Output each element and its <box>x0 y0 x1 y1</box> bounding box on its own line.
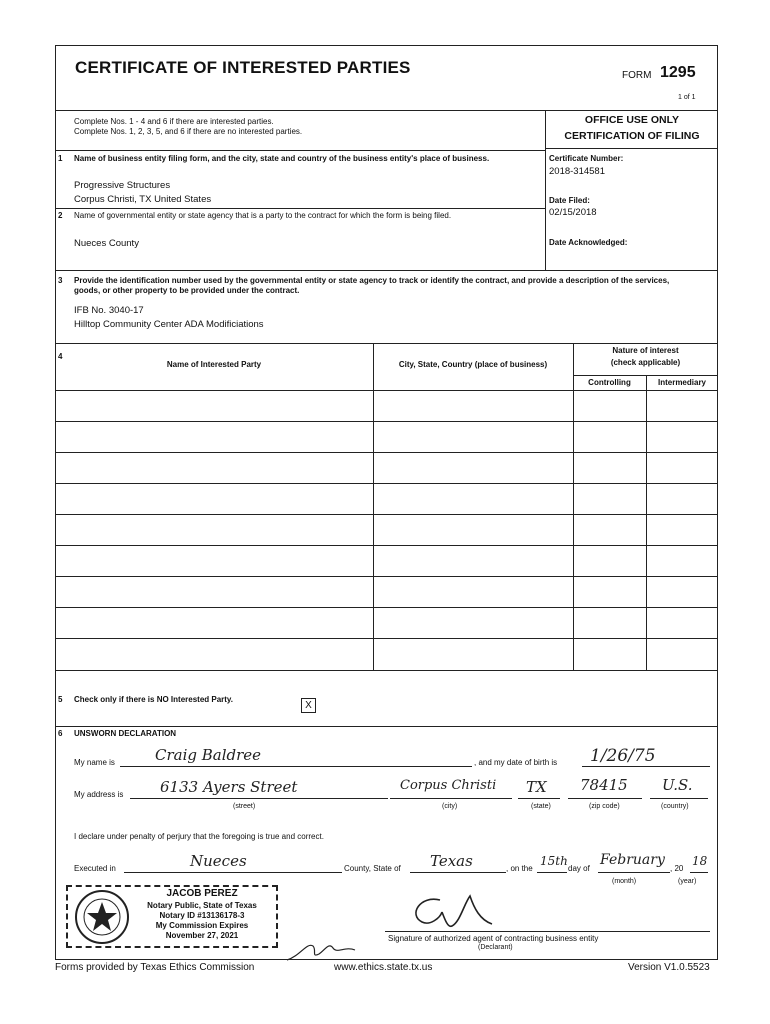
executed-year: 18 <box>692 854 708 868</box>
notary-name: JACOB PEREZ <box>166 888 238 899</box>
contract-id: IFB No. 3040-17 <box>74 305 144 316</box>
form-number: 1295 <box>660 64 696 81</box>
address-country: U.S. <box>662 776 693 794</box>
interested-party-row-1 <box>55 391 718 421</box>
footer-center: www.ethics.state.tx.us <box>334 962 433 973</box>
day-of-label: day of <box>568 864 590 873</box>
business-entity-location: Corpus Christi, TX United States <box>74 194 212 205</box>
notary-seal-icon <box>72 888 132 946</box>
signature-caption: Signature of authorized agent of contracting business entity <box>388 934 599 943</box>
interested-party-row-5 <box>55 515 718 545</box>
dob-label: , and my date of birth is <box>474 758 558 767</box>
section-3-label: Provide the identification number used by the governmental entity or state agency to track or identify the contract, and provide a description of the services, goods, or other property to be provided under the contract. <box>74 276 670 295</box>
caption-state: (state) <box>531 803 551 810</box>
form-title: CERTIFICATE OF INTERESTED PARTIES <box>75 58 411 77</box>
on-the-label: , on the <box>506 864 533 873</box>
notary-line-3: My Commission Expires <box>155 921 249 930</box>
footer-left: Forms provided by Texas Ethics Commission <box>55 962 255 973</box>
county-state-label: County, State of <box>344 864 401 873</box>
col-header-city: City, State, Country (place of business) <box>398 360 548 369</box>
section-1-label: Name of business entity filing form, and the city, state and country of the business entity's place of business. <box>74 154 490 163</box>
executed-state: Texas <box>430 852 473 870</box>
notary-line-1: Notary Public, State of Texas <box>147 901 257 910</box>
executed-month: February <box>600 852 665 868</box>
address-state: TX <box>526 778 547 796</box>
year-prefix: , 20 <box>670 864 684 873</box>
interested-party-row-6 <box>55 546 718 576</box>
page-count: 1 of 1 <box>678 94 696 101</box>
instructions-line-1: Complete Nos. 1 - 4 and 6 if there are interested parties. <box>74 117 274 126</box>
declarant-signature <box>400 890 510 935</box>
governmental-entity-name: Nueces County <box>74 238 139 249</box>
date-acknowledged-label: Date Acknowledged: <box>549 238 628 247</box>
section-2-number: 2 <box>58 211 63 220</box>
certification-title: CERTIFICATION OF FILING <box>564 130 700 142</box>
section-3-number: 3 <box>58 276 63 285</box>
form-label: FORM <box>622 70 652 81</box>
caption-zip: (zip code) <box>589 803 620 810</box>
instructions-line-2: Complete Nos. 1, 2, 3, 5, and 6 if there are no interested parties. <box>74 127 303 136</box>
address-zip: 78415 <box>580 776 628 794</box>
col-header-check: (check applicable) <box>610 358 681 367</box>
caption-month: (month) <box>612 878 637 885</box>
caption-year: (year) <box>678 878 697 885</box>
no-interested-party-checkbox[interactable]: X <box>301 698 316 713</box>
certificate-number-value: 2018-314581 <box>549 166 605 177</box>
declarant-name: Craig Baldree <box>155 746 262 764</box>
interested-party-row-4 <box>55 484 718 514</box>
notary-line-2: Notary ID #13136178-3 <box>159 911 245 920</box>
section-2-label: Name of governmental entity or state agency that is a party to the contract for which the form is being filed. <box>74 211 452 220</box>
address-city: Corpus Christi <box>400 778 497 793</box>
business-entity-name: Progressive Structures <box>74 180 171 191</box>
date-filed-value: 02/15/2018 <box>549 207 597 218</box>
section-1-number: 1 <box>58 154 63 163</box>
certificate-number-label: Certificate Number: <box>549 154 624 163</box>
executed-day: 15th <box>540 854 568 868</box>
col-header-controlling: Controlling <box>588 378 631 387</box>
interested-party-row-3 <box>55 453 718 483</box>
caption-city: (city) <box>442 803 458 810</box>
col-header-intermediary: Intermediary <box>657 378 707 387</box>
col-header-name: Name of Interested Party <box>166 360 262 369</box>
executed-county: Nueces <box>190 852 247 870</box>
col-header-nature: Nature of interest <box>612 346 679 355</box>
interested-party-row-7 <box>55 577 718 607</box>
section-6-number: 6 <box>58 729 63 738</box>
caption-country: (country) <box>661 803 689 810</box>
caption-street: (street) <box>233 803 256 810</box>
section-4-number: 4 <box>58 352 63 361</box>
footer-version: Version V1.0.5523 <box>628 962 710 973</box>
interested-party-row-8 <box>55 608 718 638</box>
name-label: My name is <box>74 758 115 767</box>
date-filed-label: Date Filed: <box>549 196 590 205</box>
section-5-label: Check only if there is NO Interested Party. <box>74 695 234 704</box>
unsworn-declaration-title: UNSWORN DECLARATION <box>74 729 177 738</box>
section-5-number: 5 <box>58 695 63 704</box>
contract-description: Hilltop Community Center ADA Modificiations <box>74 319 264 330</box>
declaration-statement: I declare under penalty of perjury that the foregoing is true and correct. <box>74 832 324 841</box>
signature-declarant: (Declarant) <box>478 944 513 951</box>
notary-line-4: November 27, 2021 <box>165 931 239 940</box>
executed-in-label: Executed in <box>74 864 116 873</box>
office-use-title: OFFICE USE ONLY <box>584 114 680 126</box>
interested-party-row-9 <box>55 639 718 669</box>
address-street: 6133 Ayers Street <box>160 778 298 796</box>
address-label: My address is <box>74 790 124 799</box>
declarant-dob: 1/26/75 <box>590 746 656 766</box>
interested-party-row-2 <box>55 422 718 452</box>
